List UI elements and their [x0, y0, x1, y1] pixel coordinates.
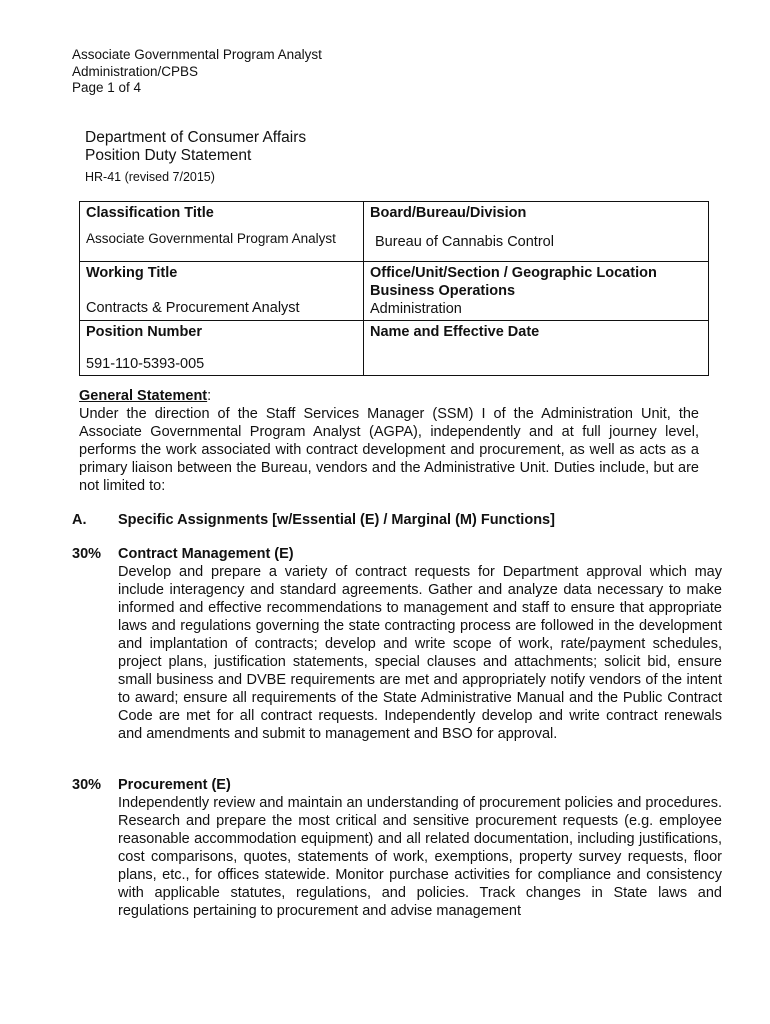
office-value-unit: Business Operations: [370, 283, 516, 299]
header-position-title: Associate Governmental Program Analyst: [72, 47, 322, 62]
working-title-cell: [80, 262, 364, 321]
header-unit: Administration/CPBS: [72, 63, 199, 79]
document-type: Position Duty Statement: [85, 147, 252, 164]
board-cell: [364, 202, 709, 262]
general-statement-text: Under the direction of the Staff Services Manager (SSM) I of the Administration Unit, the Associate Governmental Program Analyst (AGPA), independently and at full journey level, performs the work associated with contract development and procurement, as well as acts as a primary liaison between the Bureau, vendors and the Administrative Unit. Duties include, but are not limited to:: [79, 406, 699, 494]
duty-procurement: [72, 776, 722, 920]
position-number-label: Position Number: [86, 324, 203, 340]
position-number-value: 591-110-5393-005: [86, 356, 205, 372]
general-statement-colon: :: [207, 388, 212, 404]
section-a-title: Specific Assignments [w/Essential (E) / Marginal (M) Functions]: [118, 512, 555, 528]
office-label: Office/Unit/Section / Geographic Location: [370, 265, 657, 281]
working-title-label: Working Title: [86, 265, 178, 281]
general-statement: [79, 387, 699, 495]
duty-text: Develop and prepare a variety of contract requests for Department approval which may include interagency and standard agreements. Gather and analyze data necessary to make informed and effective recommendations to management and staff to ensure that appropriate laws and regulations governing the state contracting process are followed in the development and implantation of contracts; develop and write scope of work, rate/payment schedules, project plans, justification statements, special clauses and attachments; solicit bid, ensure small business and DVBE requirements are met and appropriately notify vendors of the intent to award; ensure all requirements of the State Administrative Manual and the Public Contract Code are met for all contract requests. Independently develop and write contract renewals and amendments and submit to management and BSO for approval.: [118, 564, 722, 742]
position-number-cell: [80, 321, 364, 376]
duty-title: Contract Management (E): [118, 546, 294, 562]
working-title-value: Contracts & Procurement Analyst: [86, 300, 300, 316]
classification-cell: [80, 202, 364, 262]
name-date-label: Name and Effective Date: [370, 324, 540, 340]
duty-title: Procurement (E): [118, 777, 231, 793]
department-block: [85, 129, 306, 165]
board-value: Bureau of Cannabis Control: [375, 234, 554, 250]
office-cell: [364, 262, 709, 321]
position-info-table: [79, 201, 709, 376]
name-date-cell: [364, 321, 709, 376]
duty-text: Independently review and maintain an understanding of procurement policies and procedures. Research and prepare the most critical and sensitive procurement requests (e.g. employee reasonable accommodation equipment) and all related documentation, including justifications, cost comparisons, quotes, statements of work, exemptions, property survey requests, floor plans, etc., for offices statewide. Monitor purchase activities for compliance and consistency with applicable statutes, regulations, and policies. Track changes in State laws and regulations pertaining to procurement and advise management: [118, 795, 722, 919]
section-a-heading: [72, 511, 722, 529]
board-label: Board/Bureau/Division: [370, 205, 527, 221]
duty-percent: 30%: [72, 546, 102, 562]
page-header: [72, 47, 322, 97]
classification-label: Classification Title: [86, 205, 214, 221]
section-a-number: A.: [72, 512, 87, 528]
classification-value: Associate Governmental Program Analyst: [86, 231, 336, 246]
general-statement-title: General Statement: [79, 388, 208, 404]
department-name: Department of Consumer Affairs: [85, 129, 307, 146]
duty-percent: 30%: [72, 777, 102, 793]
office-value-section: Administration: [370, 301, 462, 317]
header-page-number: Page 1 of 4: [72, 80, 142, 95]
form-number: HR-41 (revised 7/2015): [85, 170, 215, 184]
duty-contract-management: [72, 545, 722, 743]
